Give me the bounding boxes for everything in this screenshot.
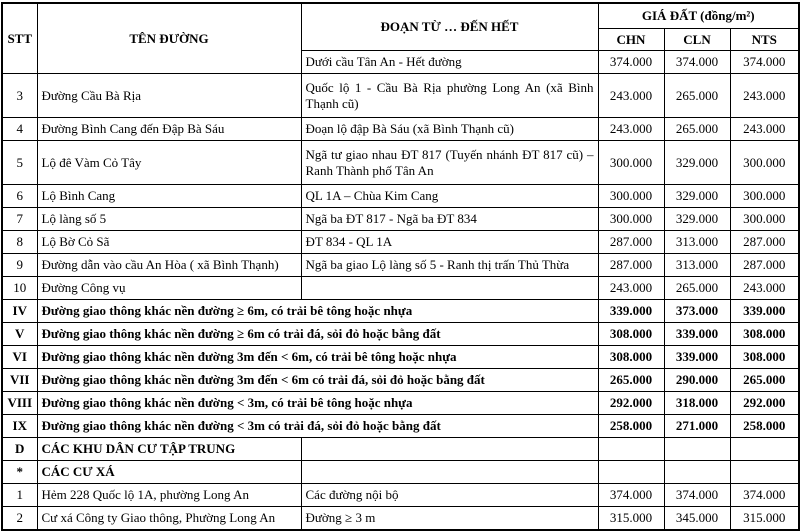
price-nts-cell: 315.000 bbox=[730, 507, 799, 531]
price-chn-cell: 374.000 bbox=[598, 484, 664, 507]
section-name-cell: CÁC CƯ XÁ bbox=[37, 461, 301, 484]
segment-cell: Đoạn lộ đập Bà Sáu (xã Bình Thạnh cũ) bbox=[301, 118, 598, 141]
price-nts-cell bbox=[730, 438, 799, 461]
table-row-VIII bbox=[2, 392, 799, 415]
price-cln-cell bbox=[664, 461, 730, 484]
segment-cell: Các đường nội bộ bbox=[301, 484, 598, 507]
stt-cell: IX bbox=[2, 415, 37, 438]
price-cln-cell: 329.000 bbox=[664, 185, 730, 208]
price-nts-cell: 292.000 bbox=[730, 392, 799, 415]
price-cln-cell: 374.000 bbox=[664, 484, 730, 507]
price-nts-cell: 265.000 bbox=[730, 369, 799, 392]
road-name-cell: Lộ làng số 5 bbox=[37, 208, 301, 231]
price-nts-cell: 308.000 bbox=[730, 346, 799, 369]
table-row-IV bbox=[2, 300, 799, 323]
price-nts-cell: 243.000 bbox=[730, 277, 799, 300]
segment-cell: Ngã ba giao Lộ làng số 5 - Ranh thị trấn Thủ Thừa bbox=[301, 254, 598, 277]
price-chn-cell: 300.000 bbox=[598, 208, 664, 231]
road-name-cell: Lộ Bình Cang bbox=[37, 185, 301, 208]
price-chn-cell bbox=[598, 461, 664, 484]
table-row-D bbox=[2, 438, 799, 461]
land-price-table bbox=[1, 2, 800, 531]
price-cln-cell: 290.000 bbox=[664, 369, 730, 392]
stt-cell: 5 bbox=[2, 141, 37, 185]
stt-cell: 6 bbox=[2, 185, 37, 208]
price-nts-cell: 339.000 bbox=[730, 300, 799, 323]
table-row-8 bbox=[2, 231, 799, 254]
table-row-VII bbox=[2, 369, 799, 392]
stt-cell: D bbox=[2, 438, 37, 461]
price-cln-cell: 373.000 bbox=[664, 300, 730, 323]
price-cln-cell: 313.000 bbox=[664, 231, 730, 254]
segment-cell: Quốc lộ 1 - Cầu Bà Rịa phường Long An (xã Bình Thạnh cũ) bbox=[301, 74, 598, 118]
col-header-stt bbox=[2, 3, 37, 74]
price-chn-cell: 292.000 bbox=[598, 392, 664, 415]
price-cln-cell: 318.000 bbox=[664, 392, 730, 415]
category-name-cell: Đường giao thông khác nền đường < 3m có trải đá, sỏi đỏ hoặc bằng đất bbox=[37, 415, 598, 438]
road-name-cell: Lộ đê Vàm Cỏ Tây bbox=[37, 141, 301, 185]
stt-cell: 4 bbox=[2, 118, 37, 141]
road-name-cell: Cư xá Công ty Giao thông, Phường Long An bbox=[37, 507, 301, 531]
table-row-6 bbox=[2, 185, 799, 208]
price-cln-cell: 313.000 bbox=[664, 254, 730, 277]
price-chn-cell: 339.000 bbox=[598, 300, 664, 323]
stt-cell: VIII bbox=[2, 392, 37, 415]
price-nts-cell: 308.000 bbox=[730, 323, 799, 346]
price-nts-cell: 258.000 bbox=[730, 415, 799, 438]
road-name-cell: Lộ Bờ Cỏ Sã bbox=[37, 231, 301, 254]
price-chn-cell: 300.000 bbox=[598, 141, 664, 185]
stt-cell: * bbox=[2, 461, 37, 484]
stt-cell: 7 bbox=[2, 208, 37, 231]
table-row-IX bbox=[2, 415, 799, 438]
price-cln-cell: 265.000 bbox=[664, 118, 730, 141]
segment-cell: Ngã tư giao nhau ĐT 817 (Tuyến nhánh ĐT 817 cũ) – Ranh Thành phố Tân An bbox=[301, 141, 598, 185]
price-cln-cell: 345.000 bbox=[664, 507, 730, 531]
price-chn-cell: 300.000 bbox=[598, 185, 664, 208]
price-nts-cell: 287.000 bbox=[730, 231, 799, 254]
table-row-3 bbox=[2, 74, 799, 118]
col-header-ten-duong bbox=[37, 3, 301, 74]
price-nts-cell: 374.000 bbox=[730, 484, 799, 507]
price-chn-cell: 287.000 bbox=[598, 254, 664, 277]
road-name-cell: Hẻm 228 Quốc lộ 1A, phường Long An bbox=[37, 484, 301, 507]
price-cln-cell: 329.000 bbox=[664, 141, 730, 185]
segment-cell: Ngã ba ĐT 817 - Ngã ba ĐT 834 bbox=[301, 208, 598, 231]
price-chn-cell: 243.000 bbox=[598, 74, 664, 118]
price-cln-cell: 265.000 bbox=[664, 74, 730, 118]
price-cln-cell: 265.000 bbox=[664, 277, 730, 300]
road-name-cell: Đường dẫn vào cầu An Hòa ( xã Bình Thạnh) bbox=[37, 254, 301, 277]
col-header-cln: CLN bbox=[664, 29, 730, 51]
price-chn-cell: 258.000 bbox=[598, 415, 664, 438]
stt-cell: VI bbox=[2, 346, 37, 369]
price-chn-cell: 287.000 bbox=[598, 231, 664, 254]
stt-cell: 9 bbox=[2, 254, 37, 277]
segment-cell bbox=[301, 438, 598, 461]
section-name-cell: CÁC KHU DÂN CƯ TẬP TRUNG bbox=[37, 438, 301, 461]
road-name-cell: Đường Cầu Bà Rịa bbox=[37, 74, 301, 118]
stt-cell: 3 bbox=[2, 74, 37, 118]
stt-cell: 1 bbox=[2, 484, 37, 507]
price-nts-cell: 287.000 bbox=[730, 254, 799, 277]
col-header-stt-label: STT bbox=[7, 30, 33, 46]
stt-cell: 10 bbox=[2, 277, 37, 300]
category-name-cell: Đường giao thông khác nền đường 3m đến < 6m, có trải bê tông hoặc nhựa bbox=[37, 346, 598, 369]
segment-cell bbox=[301, 461, 598, 484]
price-nts-cell: 300.000 bbox=[730, 185, 799, 208]
price-nts-cell: 243.000 bbox=[730, 74, 799, 118]
category-name-cell: Đường giao thông khác nền đường 3m đến < 6m có trải đá, sỏi đỏ hoặc bằng đất bbox=[37, 369, 598, 392]
price-chn-cell: 243.000 bbox=[598, 118, 664, 141]
stt-cell: V bbox=[2, 323, 37, 346]
price-cln-cell: 339.000 bbox=[664, 323, 730, 346]
col-header-ten-duong-label: TÊN ĐƯỜNG bbox=[129, 30, 209, 46]
table-row-1 bbox=[2, 484, 799, 507]
stt-cell: 2 bbox=[2, 507, 37, 531]
price-chn-cell: 374.000 bbox=[598, 51, 664, 74]
price-cln-cell: 374.000 bbox=[664, 51, 730, 74]
price-chn-cell: 308.000 bbox=[598, 323, 664, 346]
table-row-star bbox=[2, 461, 799, 484]
table-row-2 bbox=[2, 507, 799, 531]
table-row-5 bbox=[2, 141, 799, 185]
stt-cell: VII bbox=[2, 369, 37, 392]
price-chn-cell bbox=[598, 438, 664, 461]
col-header-doan: ĐOẠN TỪ … ĐẾN HẾT bbox=[301, 3, 598, 51]
col-header-gia-dat: GIÁ ĐẤT (đồng/m²) bbox=[598, 3, 799, 29]
table-row-V bbox=[2, 323, 799, 346]
category-name-cell: Đường giao thông khác nền đường < 3m, có trải bê tông hoặc nhựa bbox=[37, 392, 598, 415]
stt-cell: IV bbox=[2, 300, 37, 323]
price-chn-cell: 243.000 bbox=[598, 277, 664, 300]
table-row-10 bbox=[2, 277, 799, 300]
price-cln-cell bbox=[664, 438, 730, 461]
table-row-7 bbox=[2, 208, 799, 231]
price-cln-cell: 329.000 bbox=[664, 208, 730, 231]
road-name-cell: Đường Công vụ bbox=[37, 277, 301, 300]
price-nts-cell: 243.000 bbox=[730, 118, 799, 141]
table-row-9 bbox=[2, 254, 799, 277]
header-row-1 bbox=[2, 3, 799, 29]
price-nts-cell: 300.000 bbox=[730, 208, 799, 231]
segment-cell bbox=[301, 277, 598, 300]
price-chn-cell: 265.000 bbox=[598, 369, 664, 392]
category-name-cell: Đường giao thông khác nền đường ≥ 6m, có trải bê tông hoặc nhựa bbox=[37, 300, 598, 323]
price-nts-cell: 374.000 bbox=[730, 51, 799, 74]
price-chn-cell: 308.000 bbox=[598, 346, 664, 369]
segment-cell: Dưới cầu Tân An - Hết đường bbox=[301, 51, 598, 74]
segment-cell: Đường ≥ 3 m bbox=[301, 507, 598, 531]
table-row-4 bbox=[2, 118, 799, 141]
segment-cell: ĐT 834 - QL 1A bbox=[301, 231, 598, 254]
stt-cell: 8 bbox=[2, 231, 37, 254]
table-row-VI bbox=[2, 346, 799, 369]
price-cln-cell: 339.000 bbox=[664, 346, 730, 369]
segment-cell: QL 1A – Chùa Kim Cang bbox=[301, 185, 598, 208]
price-chn-cell: 315.000 bbox=[598, 507, 664, 531]
road-name-cell: Đường Bình Cang đến Đập Bà Sáu bbox=[37, 118, 301, 141]
col-header-nts: NTS bbox=[730, 29, 799, 51]
price-nts-cell bbox=[730, 461, 799, 484]
price-nts-cell: 300.000 bbox=[730, 141, 799, 185]
price-cln-cell: 271.000 bbox=[664, 415, 730, 438]
category-name-cell: Đường giao thông khác nền đường ≥ 6m có trải đá, sỏi đỏ hoặc bằng đất bbox=[37, 323, 598, 346]
col-header-chn: CHN bbox=[598, 29, 664, 51]
